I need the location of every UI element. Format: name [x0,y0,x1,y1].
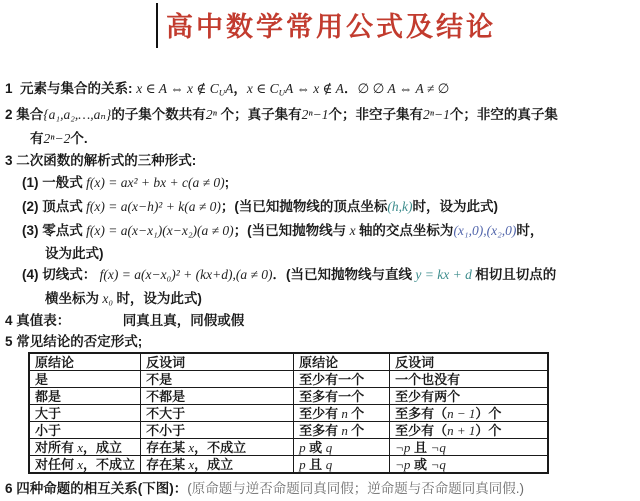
text-segment: 3 二次函数的解析式的三种形式: [5,153,197,168]
quadratic-vertex-form [22,198,498,215]
text-segment: ，不成立 [83,456,136,472]
table-cell [29,405,141,422]
text-segment: 都是 [35,388,62,404]
text-segment: 有 [30,131,44,146]
text-segment: 小于 [35,422,62,438]
table-row [29,422,548,439]
text-segment: (2) 顶点式 [22,199,83,214]
text-segment: ¬p [395,456,411,472]
text-segment: n + 1 [447,422,476,438]
item-2-subsets-line2 [30,130,88,147]
table-cell [294,422,390,439]
text-segment: 至少有一个 [299,371,365,387]
text-segment: (h,k) [387,199,413,214]
text-segment: ，成立 [83,439,123,455]
item-5-negation-heading [5,333,142,350]
text-segment: n − 1 [447,405,476,421]
table-cell [141,422,294,439]
text-segment: {a₁,a₂,…,aₙ} [43,107,112,122]
text-segment: 2 集合 [5,107,44,122]
text-segment: ，成立 [194,456,234,472]
text-segment: 时， [516,223,544,238]
text-segment: 不都是 [146,388,186,404]
text-segment: ，不成立 [194,439,247,455]
table-cell [29,422,141,439]
text-segment: U [278,87,285,98]
text-segment: 存在某 [146,456,186,472]
text-segment: A [225,81,234,96]
quadratic-tangent-form-line1 [22,266,556,283]
table-header-cell [141,353,294,371]
text-segment: 存在某 [146,439,186,455]
text-segment: 2ⁿ−1 [422,107,450,122]
table-cell [141,439,294,456]
table-cell [141,405,294,422]
table-cell [390,371,548,388]
table-cell [294,405,390,422]
text-segment: 不小于 [146,422,186,438]
text-segment: (1) 一般式 [22,175,83,190]
text-segment: 的子集个数共有 [111,107,206,122]
text-segment: x₀ [99,291,117,306]
table-header-cell [294,353,390,371]
text-segment: p [299,456,306,472]
negation-table [28,352,549,474]
table-row [29,456,548,474]
text-segment: x ∈ C [246,81,279,96]
text-segment: 个；真子集有 [216,107,302,122]
page-title: 高中数学常用公式及结论 [166,12,496,42]
table-cell [390,422,548,439]
text-segment: (x₁,0),(x₂,0) [453,223,517,238]
text-segment: 至多有一个 [299,388,365,404]
text-segment: 2ⁿ−2 [43,131,71,146]
text-segment: (4) 切线式： [22,267,97,282]
text-segment: 是 [35,371,49,387]
text-segment: ；(当已知抛物线的顶点坐标 [220,199,388,214]
text-segment: 时，设为此式) [116,291,202,306]
text-segment: 设为此式) [45,246,104,261]
text-segment: f(x) = a(x−x₀)² + (kx+d),(a ≠ 0) [96,267,273,282]
text-segment: n [338,405,352,421]
text-segment: A ⇔ x ∉ A [284,81,344,96]
title-block [156,3,496,48]
table-cell [390,439,548,456]
text-segment: 2ⁿ [205,107,217,122]
item-6-four-propositions [5,480,524,497]
table-cell [294,371,390,388]
text-segment: 1 元素与集合的关系: [5,81,137,96]
table-cell [141,456,294,474]
text-segment: 4 真值表： 同真且真，同假或假 [5,313,245,328]
text-segment: (3) 零点式 [22,223,83,238]
text-segment: 个；非空的真子集 [449,107,558,122]
table-row [29,388,548,405]
negation-table-body [29,371,548,474]
text-segment: x [74,456,84,472]
quadratic-zero-form-line1 [22,222,543,239]
table-row [29,371,548,388]
text-segment: 相切且切点的 [475,267,557,282]
text-segment: q [325,439,333,455]
text-segment: y = kx + d [412,267,476,282]
table-header-cell [29,353,141,371]
text-segment: ． [343,81,358,96]
text-segment: x [185,439,195,455]
text-segment: 且 [305,456,326,472]
table-cell [29,439,141,456]
text-segment: 或 [305,439,326,455]
table-row [29,405,548,422]
text-segment: 5 常见结论的否定形式; [5,334,143,349]
text-segment: 至少有 [299,405,339,421]
quadratic-zero-form-line2 [45,245,104,262]
text-segment: f(x) = a(x−h)² + k(a ≠ 0) [82,199,221,214]
text-segment: U [218,87,226,98]
text-segment: ；(当已知抛物线与 [233,223,347,238]
quadratic-general-form [22,174,229,191]
table-cell [29,456,141,474]
text-segment: x [185,456,195,472]
header-label: 原结论 [299,354,339,370]
text-segment: ， [233,81,247,96]
text-segment: x [346,223,359,238]
header-label: 原结论 [35,354,75,370]
text-segment: 或 [410,456,431,472]
text-segment: 个 [351,405,365,421]
text-segment: ）个 [475,422,502,438]
text-segment: ¬p [395,439,411,455]
text-segment: p [299,439,306,455]
text-segment: 至少有两个 [395,388,461,404]
text-segment: f(x) = ax² + bx + c(a ≠ 0) [82,175,225,190]
table-cell [141,388,294,405]
text-segment: ¬q [430,456,446,472]
text-segment: 轴的交点坐标为 [358,223,454,238]
text-segment: n [338,422,352,438]
table-cell [390,388,548,405]
text-segment: 对所有 [35,439,75,455]
table-cell [294,388,390,405]
text-segment: 2ⁿ−1 [301,107,329,122]
text-segment: (原命题与逆否命题同真同假；逆命题与否命题同真同假.) [187,481,524,496]
text-segment: ¬q [430,439,446,455]
table-cell [390,456,548,474]
table-cell [390,405,548,422]
table-header-row [29,353,548,371]
table-cell [141,371,294,388]
text-segment: 不大于 [146,405,186,421]
text-segment: 个. [70,131,88,146]
item-3-quadratic-heading [5,152,196,169]
text-segment: 横坐标为 [45,291,99,306]
text-segment: x [74,439,84,455]
text-segment: ）个 [475,405,502,421]
text-segment: 不是 [146,371,173,387]
text-segment: ∅ ∅ A ⇔ A ≠ ∅ [357,81,450,96]
text-segment: 一个也没有 [395,371,461,387]
text-segment: 时，设为此式) [412,199,498,214]
text-segment: 个；非空子集有 [328,107,423,122]
text-segment: ; [224,175,230,190]
table-cell [29,371,141,388]
header-label: 反设词 [395,354,435,370]
text-segment: 个 [351,422,365,438]
table-cell [294,439,390,456]
table-row [29,439,548,456]
text-segment: f(x) = a(x−x₁)(x−x₂)(a ≠ 0) [82,223,234,238]
item-4-truth-table [5,312,244,329]
text-segment: 且 [410,439,431,455]
text-segment: 至多有 [299,422,339,438]
quadratic-tangent-form-line2 [45,290,202,307]
header-label: 反设词 [146,354,186,370]
text-segment: 大于 [35,405,62,421]
text-segment: 对任何 [35,456,75,472]
table-cell [294,456,390,474]
text-segment: ．(当已知抛物线与直线 [272,267,413,282]
item-1-elements-sets [5,80,449,102]
text-segment: 6 四种命题的相互关系(下图)： [5,481,188,496]
item-2-subsets-line1 [5,106,558,123]
table-cell [29,388,141,405]
text-segment: q [325,456,333,472]
text-segment: 至多有（ [395,405,448,421]
table-header-cell [390,353,548,371]
text-segment: x ∈ A ⇔ x ∉ C [136,81,219,96]
text-segment: 至少有（ [395,422,448,438]
